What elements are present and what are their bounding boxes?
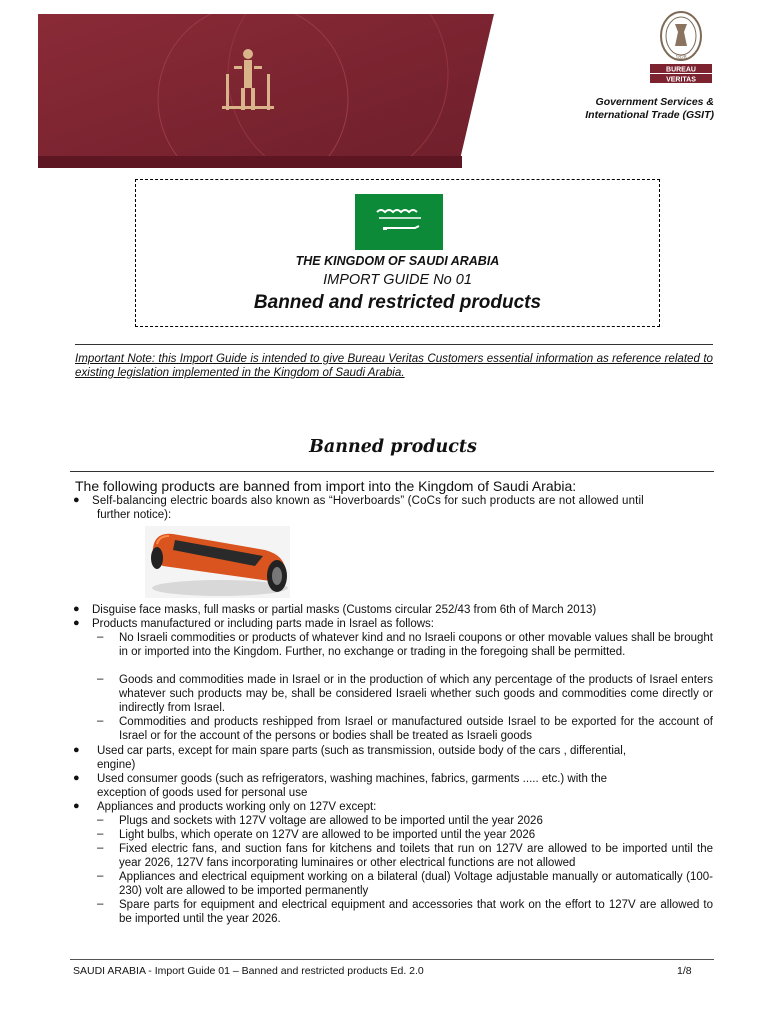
list-item: Disguise face masks, full masks or partial masks (Customs circular 252/43 from 6th of March 2013) bbox=[92, 604, 597, 616]
bullet-icon: ● bbox=[73, 772, 80, 784]
sub-list-item: Appliances and electrical equipment working on a bilateral (dual) Voltage adjustable manually or automatically (100-230) volt are allowed to be imported permanently bbox=[119, 871, 713, 897]
dash-marker: – bbox=[97, 828, 104, 840]
list-item: Used consumer goods (such as refrigerators, washing machines, fabrics, garments ..... etc.) with the bbox=[97, 773, 608, 785]
note-divider bbox=[75, 344, 713, 345]
sub-list-item: Plugs and sockets with 127V voltage are allowed to be imported until the year 2026 bbox=[119, 815, 543, 827]
hoverboard-image bbox=[145, 526, 290, 598]
section-heading: Banned products bbox=[309, 437, 477, 457]
dash-marker: – bbox=[97, 842, 104, 854]
org-line-1: Government Services & bbox=[595, 96, 714, 108]
page-number: 1/8 bbox=[677, 965, 692, 977]
dash-marker: – bbox=[97, 715, 104, 727]
list-item: Products manufactured or including parts made in Israel as follows: bbox=[92, 618, 434, 630]
section-divider bbox=[70, 471, 714, 472]
footer-doc-title: SAUDI ARABIA - Import Guide 01 – Banned and restricted products Ed. 2.0 bbox=[73, 965, 424, 977]
bv-logo-top-text: BUREAU bbox=[666, 66, 696, 74]
dash-marker: – bbox=[97, 673, 104, 685]
sub-list-item: Fixed electric fans, and suction fans for kitchens and toilets that run on 127V are allowed to be imported until the year 2026, 127V fans incorporating luminaires or other electrical functions are not allowed bbox=[119, 843, 713, 869]
sub-list-item: Goods and commodities made in Israel or in the production of which any percentage of the products of Israel enters whatever such products may be, shall be considered Israeli whether such goods and commodities come directly or indirectly from Israel. bbox=[119, 674, 713, 714]
bullet-icon: ● bbox=[73, 494, 80, 506]
bullet-icon: ● bbox=[73, 603, 80, 615]
bullet-icon: ● bbox=[73, 744, 80, 756]
dash-marker: – bbox=[97, 631, 104, 643]
dash-marker: – bbox=[97, 870, 104, 882]
bureau-veritas-logo bbox=[648, 10, 714, 86]
footer-divider bbox=[70, 959, 714, 960]
sub-list-item: Light bulbs, which operate on 127V are allowed to be imported until the year 2026 bbox=[119, 829, 536, 841]
title-main: Banned and restricted products bbox=[253, 292, 542, 313]
dash-marker: – bbox=[97, 814, 104, 826]
sub-list-item: Spare parts for equipment and electrical equipment and accessories that work on the effort to 127V are allowed to be imported until the year 2026. bbox=[119, 899, 713, 925]
list-item-continuation: exception of goods used for personal use bbox=[97, 787, 308, 799]
list-item-continuation: further notice): bbox=[97, 509, 172, 521]
important-note: Important Note: this Import Guide is intended to give Bureau Veritas Customers essential information as reference related to existing legislation implemented in the Kingdom of Saudi Arabia. bbox=[75, 352, 713, 379]
title-country: THE KINGDOM OF SAUDI ARABIA bbox=[295, 254, 500, 268]
title-guide-number: IMPORT GUIDE No 01 bbox=[323, 272, 472, 288]
bv-logo-bottom-text: VERITAS bbox=[666, 76, 696, 84]
header-banner bbox=[38, 14, 494, 168]
sub-list-item: No Israeli commodities or products of whatever kind and no Israeli coupons or other movable values shall be brought in or imported into the Kingdom. Further, no exchange or trading in the foregoing shall be permitted. bbox=[119, 632, 713, 658]
list-item-continuation: engine) bbox=[97, 759, 136, 771]
bv-logo-year: 1828 bbox=[675, 55, 687, 61]
section-intro: The following products are banned from import into the Kingdom of Saudi Arabia: bbox=[75, 478, 577, 494]
saudi-flag-icon bbox=[355, 194, 443, 250]
list-item: Self-balancing electric boards also known as “Hoverboards” (CoCs for such products are not allowed until bbox=[92, 495, 644, 507]
org-name bbox=[585, 96, 714, 122]
list-item: Appliances and products working only on 127V except: bbox=[97, 801, 377, 813]
title-box bbox=[135, 179, 660, 327]
org-line-2: International Trade (GSIT) bbox=[585, 109, 714, 121]
sub-list-item: Commodities and products reshipped from Israel or manufactured outside Israel to be exported for the account of Israel or for the account of the persons or bodies shall be treated as Israeli goods bbox=[119, 716, 713, 742]
bullet-icon: ● bbox=[73, 800, 80, 812]
list-item: Used car parts, except for main spare parts (such as transmission, outside body of the cars , differential, bbox=[97, 745, 627, 757]
dash-marker: – bbox=[97, 898, 104, 910]
bullet-icon: ● bbox=[73, 617, 80, 629]
